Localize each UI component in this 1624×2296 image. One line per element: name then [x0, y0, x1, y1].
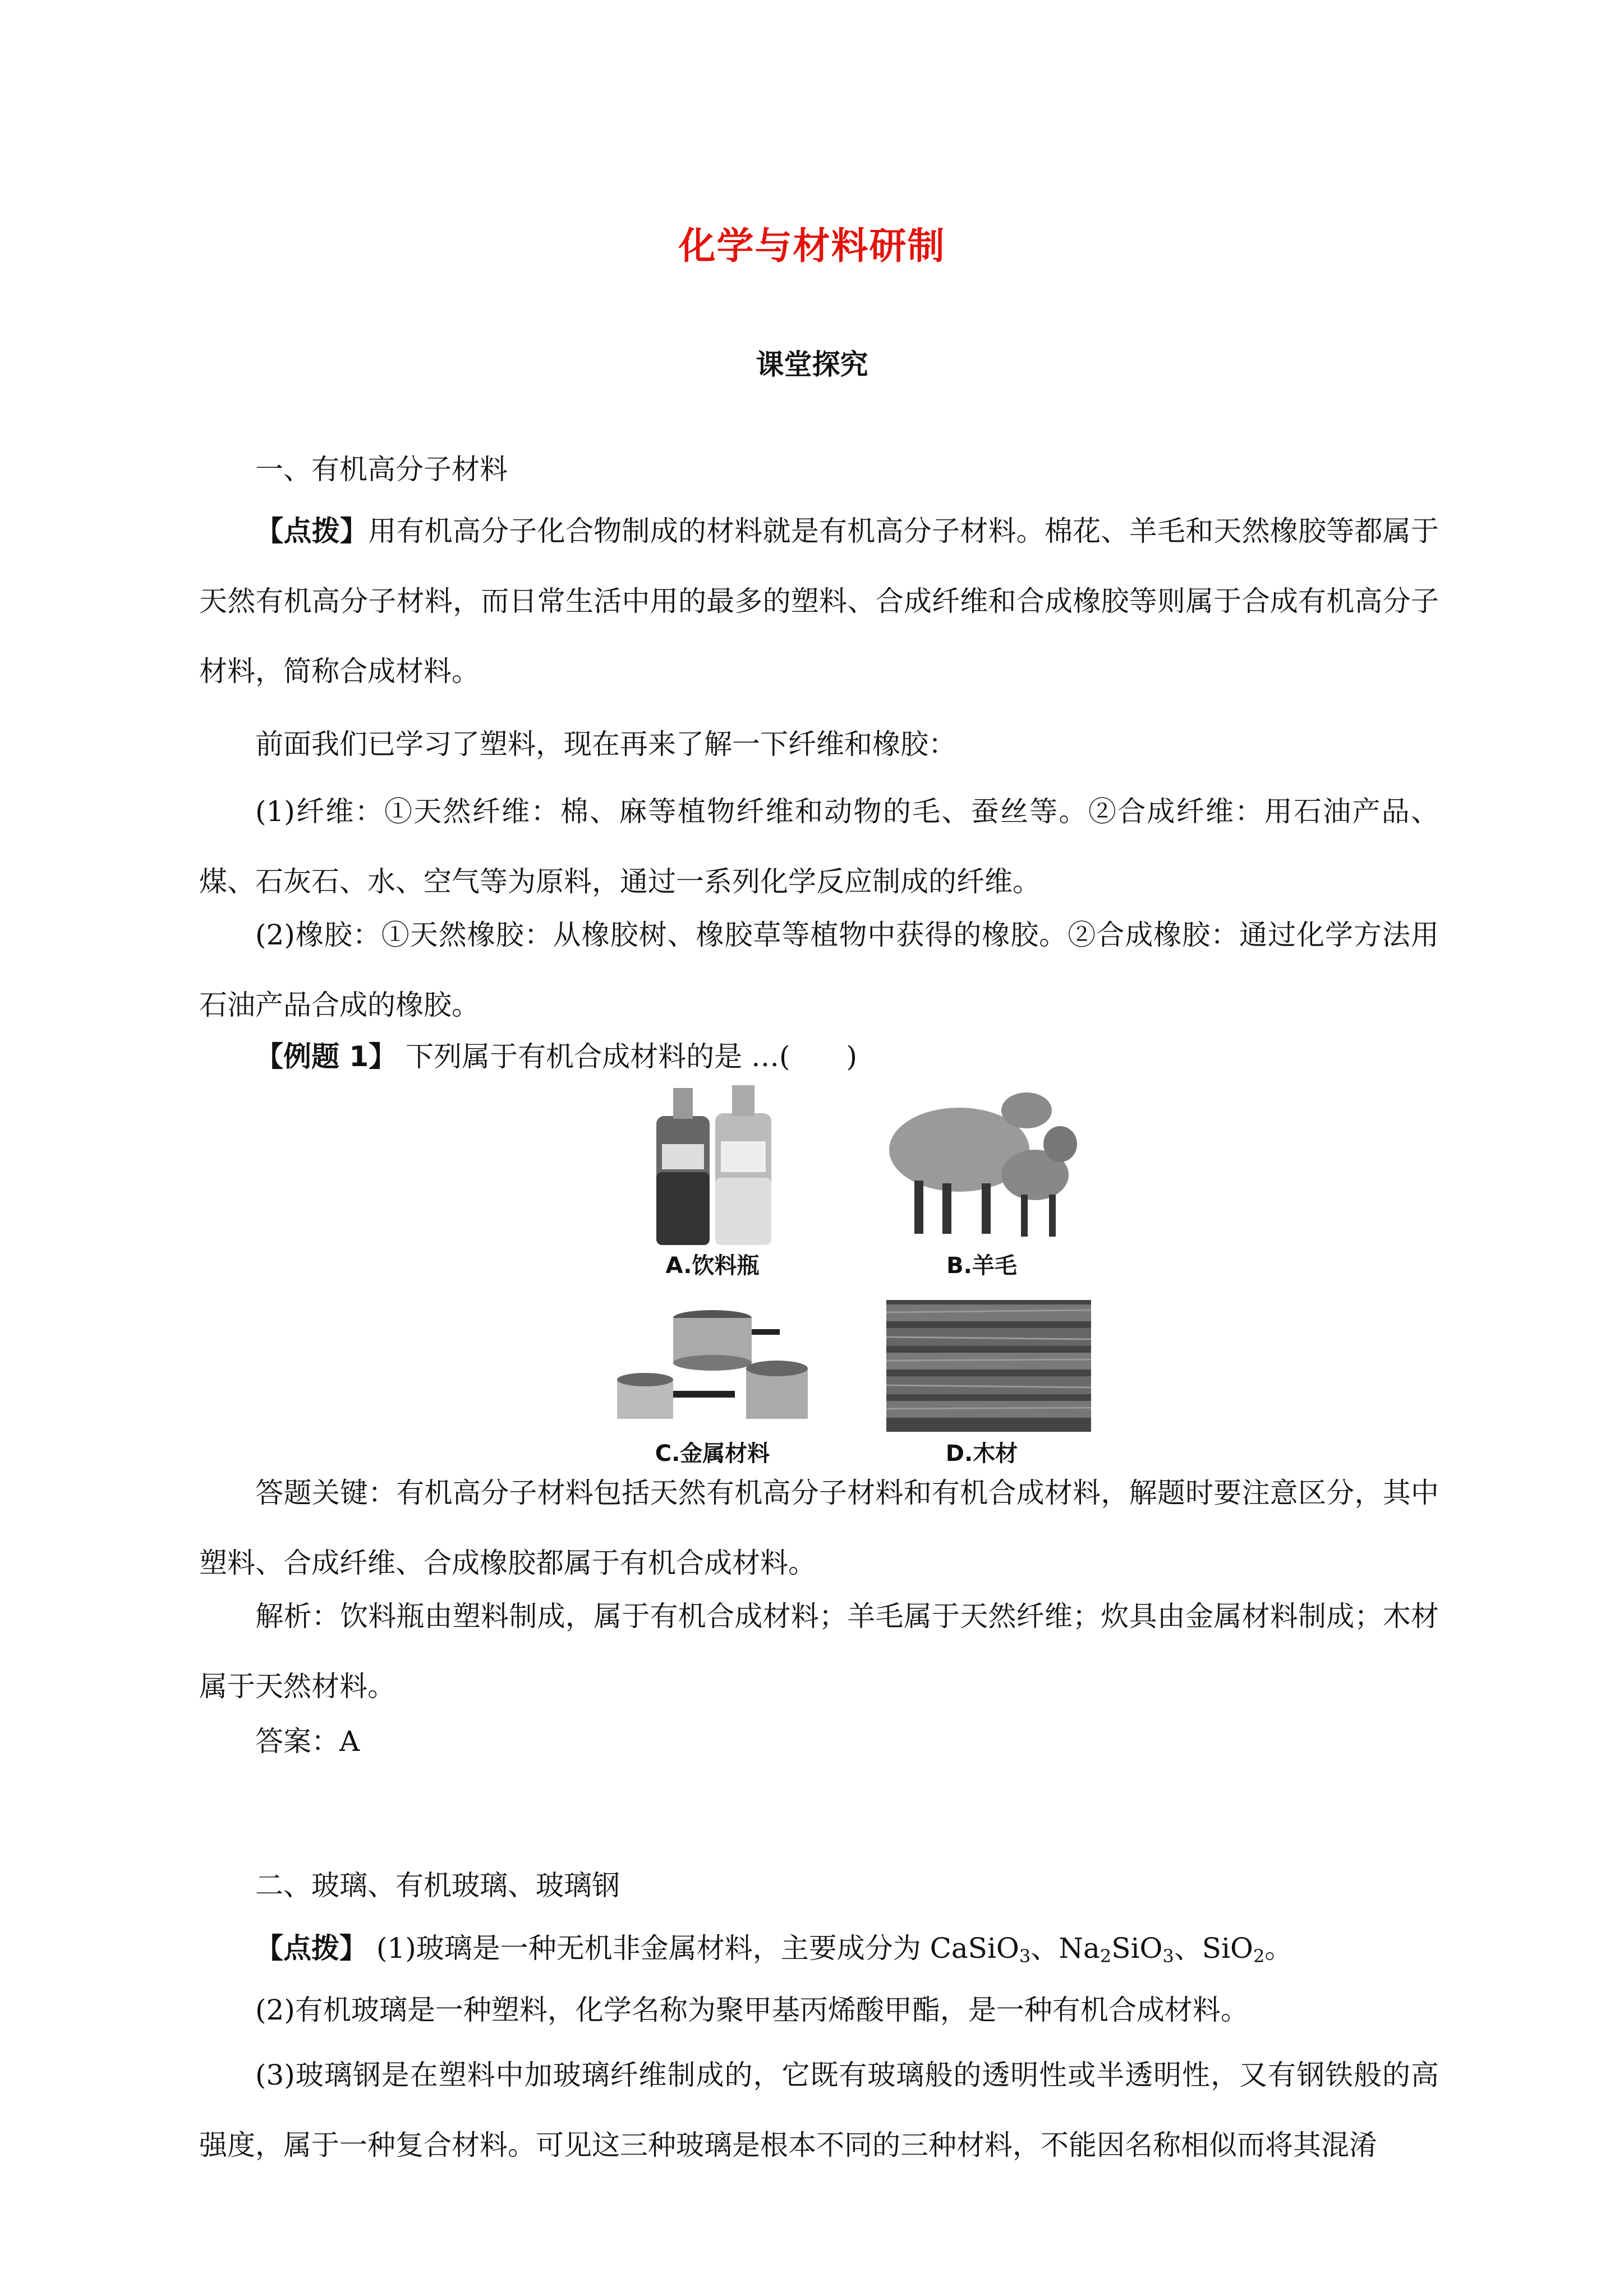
option-b-caption: B.羊毛 — [946, 1253, 1017, 1279]
option-a-caption: A.饮料瓶 — [665, 1253, 760, 1279]
wood-image — [886, 1300, 1091, 1432]
answer-key: 答题关键：有机高分子材料包括天然有机高分子材料和有机合成材料，解题时要注意区分，其中塑料、合成纤维、合成橡胶都属于有机合成材料。 — [199, 1477, 1439, 1579]
section2-heading: 二、玻璃、有机玻璃、玻璃钢 — [255, 1869, 620, 1902]
section1-tip: 【点拨】用有机高分子化合物制成的材料就是有机高分子材料。棉花、羊毛和天然橡胶等都属于天然有机高分子材料，而日常生活中用的最多的塑料、合成纤维和合成橡胶等则属于合成有机高分子材料，简称合成材料。 — [199, 515, 1439, 688]
option-d-caption: D.木材 — [945, 1441, 1018, 1467]
fiberglass-paragraph: (3)玻璃钢是在塑料中加玻璃纤维制成的，它既有玻璃般的透明性或半透明性，又有钢铁般的高强度，属于一种复合材料。可见这三种玻璃是根本不同的三种材料，不能因名称相似而将其混淆 — [199, 2059, 1439, 2161]
sheep-image — [881, 1077, 1088, 1245]
bottles-image — [651, 1082, 780, 1251]
option-c-caption: C.金属材料 — [655, 1441, 770, 1467]
rubber-paragraph: (2)橡胶：①天然橡胶：从橡胶树、橡胶草等植物中获得的橡胶。②合成橡胶：通过化学方法用石油产品合成的橡胶。 — [199, 919, 1439, 1021]
example-question: 【例题 1】 下列属于有机合成材料的是 …( ) — [255, 1040, 858, 1073]
organic-glass-paragraph: (2)有机玻璃是一种塑料，化学名称为聚甲基丙烯酸甲酯，是一种有机合成材料。 — [255, 1994, 1249, 2026]
page-subtitle: 课堂探究 — [756, 348, 868, 381]
pots-image — [600, 1295, 825, 1430]
tip-label: 【点拨】 — [255, 515, 369, 547]
answer: 答案：A — [255, 1725, 360, 1758]
example-label: 【例题 1】 — [255, 1040, 397, 1073]
page-title: 化学与材料研制 — [678, 224, 946, 268]
fiber-paragraph: (1)纤维：①天然纤维：棉、麻等植物纤维和动物的毛、蚕丝等。②合成纤维：用石油产品、煤、石灰石、水、空气等为原料，通过一系列化学反应制成的纤维。 — [199, 795, 1439, 898]
section1-heading: 一、有机高分子材料 — [255, 453, 508, 486]
glass-paragraph: 【点拨】 (1)玻璃是一种无机非金属材料，主要成分为 CaSiO$_3$、$Na_2SiO_3$、SiO$_2$。 — [255, 1932, 1293, 1967]
section1-intro: 前面我们已学习了塑料，现在再来了解一下纤维和橡胶： — [255, 728, 956, 760]
analysis: 解析：饮料瓶由塑料制成，属于有机合成材料；羊毛属于天然纤维；炊具由金属材料制成；木材属于天然材料。 — [199, 1600, 1439, 1703]
tip-label-2: 【点拨】 — [255, 1932, 367, 1965]
